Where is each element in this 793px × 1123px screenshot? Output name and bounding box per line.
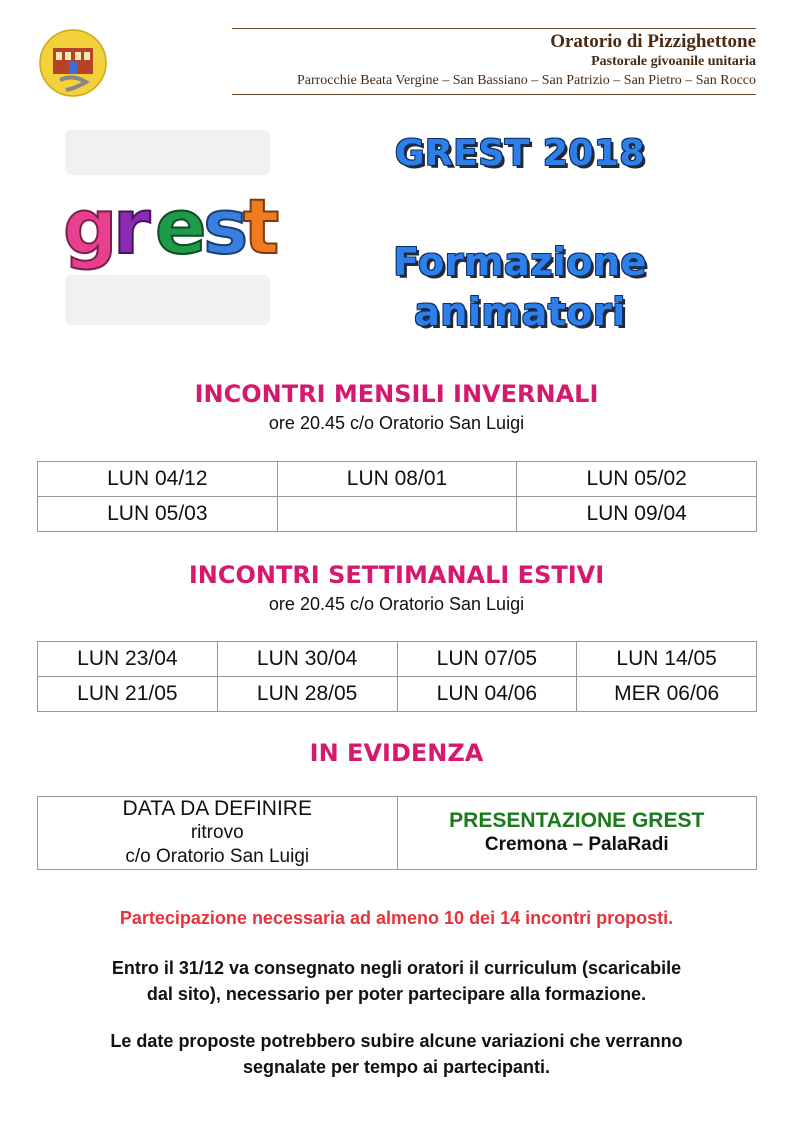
date-cell: LUN 28/05	[217, 677, 397, 712]
evidence-heading: IN EVIDENZA	[309, 739, 484, 767]
evidence-table	[37, 796, 757, 870]
svg-text:e: e	[155, 182, 207, 271]
variations-note	[0, 1028, 793, 1080]
date-cell: LUN 21/05	[38, 677, 218, 712]
summer-heading: INCONTRI SETTIMANALI ESTIVI	[188, 561, 605, 589]
parishes-list: Parrocchie Beata Vergine – San Bassiano – San Patrizio – San Pietro – San Rocco	[296, 73, 756, 88]
training-title-line1: Formazione	[393, 240, 647, 284]
header-bottom-rule	[232, 94, 756, 95]
winter-subheading: ore 20.45 c/o Oratorio San Luigi	[268, 413, 525, 433]
variations-note-line1: Le date proposte potrebbero subire alcune variazioni che verranno	[110, 1031, 683, 1051]
meeting-place: c/o Oratorio San Luigi	[125, 846, 310, 867]
table-row	[38, 462, 757, 497]
date-cell: LUN 05/03	[38, 497, 278, 532]
table-row	[38, 642, 757, 677]
tbd-date: DATA DA DEFINIRE	[122, 797, 312, 820]
svg-text:t: t	[243, 182, 280, 271]
svg-text:s: s	[203, 182, 249, 271]
date-cell: LUN 30/04	[217, 642, 397, 677]
oratory-logo-icon	[38, 28, 108, 98]
training-title	[330, 237, 710, 337]
date-cell: LUN 08/01	[277, 462, 517, 497]
training-title-line2: animatori	[414, 290, 626, 334]
evidence-right-cell	[397, 797, 757, 870]
date-cell: LUN 04/06	[397, 677, 577, 712]
date-cell: LUN 04/12	[38, 462, 278, 497]
summer-dates-table	[37, 641, 757, 712]
date-cell: LUN 07/05	[397, 642, 577, 677]
grest-logo-image	[55, 125, 280, 335]
table-row	[38, 797, 757, 870]
meeting-label: ritrovo	[190, 822, 244, 843]
grest-title: GREST 2018	[394, 133, 646, 174]
winter-dates-table	[37, 461, 757, 532]
date-cell: MER 06/06	[577, 677, 757, 712]
presentation-title: PRESENTAZIONE GREST	[449, 809, 705, 832]
curriculum-note-line2: dal sito), necessario per poter partecipare alla formazione.	[146, 984, 647, 1004]
evidence-left-cell	[38, 797, 398, 870]
table-row	[38, 677, 757, 712]
curriculum-note-line1: Entro il 31/12 va consegnato negli oratori il curriculum (scaricabile	[111, 958, 682, 978]
variations-note-line2: segnalate per tempo ai partecipanti.	[242, 1057, 551, 1077]
date-cell: LUN 14/05	[577, 642, 757, 677]
organization-name: Oratorio di Pizzighettone	[550, 31, 756, 52]
presentation-place: Cremona – PalaRadi	[484, 834, 669, 855]
date-cell: LUN 23/04	[38, 642, 218, 677]
header-top-rule	[232, 28, 756, 29]
summer-subheading: ore 20.45 c/o Oratorio San Luigi	[268, 594, 525, 614]
date-cell: LUN 05/02	[517, 462, 757, 497]
svg-text:g: g	[63, 182, 118, 271]
curriculum-note	[0, 955, 793, 1007]
date-cell: LUN 09/04	[517, 497, 757, 532]
svg-text:r: r	[113, 182, 151, 271]
pastoral-subtitle: Pastorale givoanile unitaria	[591, 54, 756, 69]
date-cell	[277, 497, 517, 532]
winter-heading: INCONTRI MENSILI INVERNALI	[194, 380, 599, 408]
table-row	[38, 497, 757, 532]
participation-note: Partecipazione necessaria ad almeno 10 dei 14 incontri proposti.	[119, 908, 674, 928]
